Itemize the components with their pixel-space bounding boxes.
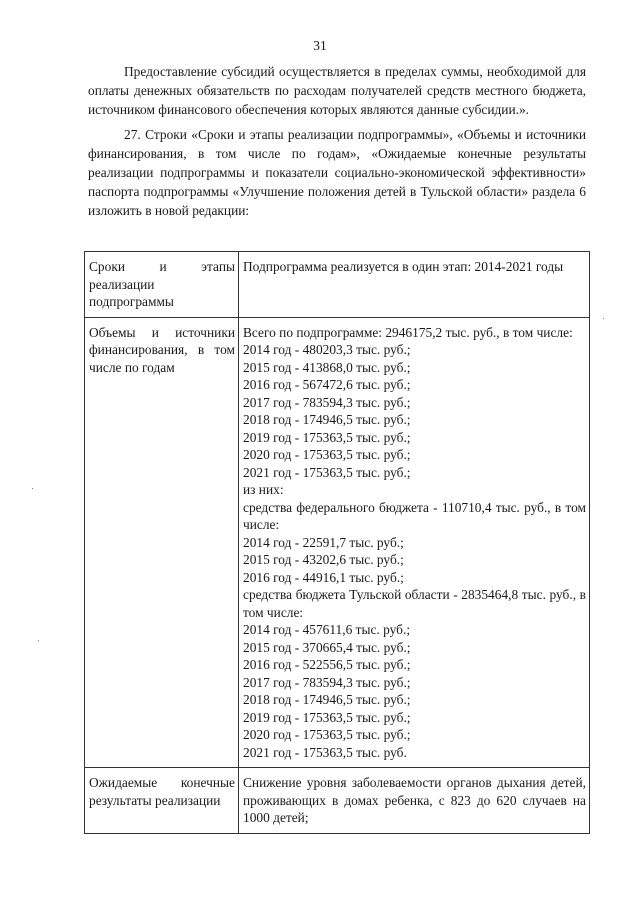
total-year-line: 2018 год - 174946,5 тыс. руб.;: [243, 412, 411, 427]
document-body: [88, 62, 586, 220]
federal-year-line: 2014 год - 22591,7 тыс. руб.;: [243, 534, 404, 550]
scan-speck: [603, 318, 604, 319]
federal-year-line: 2016 год - 44916,1 тыс. руб.;: [243, 569, 404, 585]
regional-year-line: 2014 год - 457611,6 тыс. руб.;: [243, 622, 411, 637]
funding-total: Всего по подпрограмме: 2946175,2 тыс. руб., в том числе:: [243, 324, 573, 340]
terms-value: Подпрограмма реализуется в один этап: 2014-2021 годы: [239, 252, 590, 318]
regional-budget-total: средства бюджета Тульской области - 2835464,8 тыс. руб., в том числе:: [243, 587, 586, 620]
paragraph-subsidies: Предоставление субсидий осуществляется в пределах суммы, необходимой для оплаты денежных обязательств по расходам получателей средств местного бюджета, источником финансового обеспечения которых являются данные субсидии.».: [88, 64, 586, 117]
funding-value: [239, 317, 590, 768]
total-year-line: 2019 год - 175363,5 тыс. руб.;: [243, 429, 411, 445]
total-year-line: 2015 год - 413868,0 тыс. руб.;: [243, 359, 411, 375]
regional-year-line: 2018 год - 174946,5 тыс. руб.;: [243, 692, 411, 707]
regional-year-line: 2015 год - 370665,4 тыс. руб.;: [243, 639, 411, 655]
total-year-line: 2020 год - 175363,5 тыс. руб.;: [243, 447, 411, 462]
table-row: [85, 768, 590, 834]
results-value: Снижение уровня заболеваемости органов дыхания детей, проживающих в домах ребенка, с 823 до 620 случаев на 1000 детей;: [239, 768, 590, 834]
paragraph-item-27: 27. Строки «Сроки и этапы реализации подпрограммы», «Объемы и источники финансирования, в том числе по годам», «Ожидаемые конечные результаты реализации подпрограммы и показатели социально-экономической эффективности» паспорта подпрограммы «Улучшение положения детей в Тульской области» раздела 6 изложить в новой редакции:: [88, 127, 586, 218]
total-year-line: 2014 год - 480203,3 тыс. руб.;: [243, 342, 411, 357]
funding-label: Объемы и источники финансирования, в том числе по годам: [85, 317, 239, 768]
subprogram-passport-table: [84, 251, 590, 834]
results-label: Ожидаемые конечные результаты реализации: [85, 768, 239, 834]
scan-speck: [38, 640, 39, 641]
regional-year-line: 2020 год - 175363,5 тыс. руб.;: [243, 727, 411, 742]
scan-speck: [32, 488, 33, 489]
federal-budget-total: средства федерального бюджета - 110710,4 тыс. руб., в том числе:: [243, 499, 586, 532]
table-row: [85, 252, 590, 318]
federal-year-line: 2015 год - 43202,6 тыс. руб.;: [243, 552, 404, 567]
regional-year-line: 2017 год - 783594,3 тыс. руб.;: [243, 674, 411, 690]
regional-year-line: 2021 год - 175363,5 тыс. руб.: [243, 744, 407, 760]
total-year-line: 2021 год - 175363,5 тыс. руб.;: [243, 464, 411, 480]
of-them-label: из них:: [243, 482, 284, 497]
regional-year-line: 2016 год - 522556,5 тыс. руб.;: [243, 657, 411, 672]
terms-label: Сроки и этапы реализации подпрограммы: [85, 252, 239, 318]
table-row: [85, 317, 590, 768]
total-year-line: 2016 год - 567472,6 тыс. руб.;: [243, 377, 411, 392]
page-number: 31: [313, 38, 327, 53]
total-year-line: 2017 год - 783594,3 тыс. руб.;: [243, 394, 411, 410]
regional-year-line: 2019 год - 175363,5 тыс. руб.;: [243, 709, 411, 725]
